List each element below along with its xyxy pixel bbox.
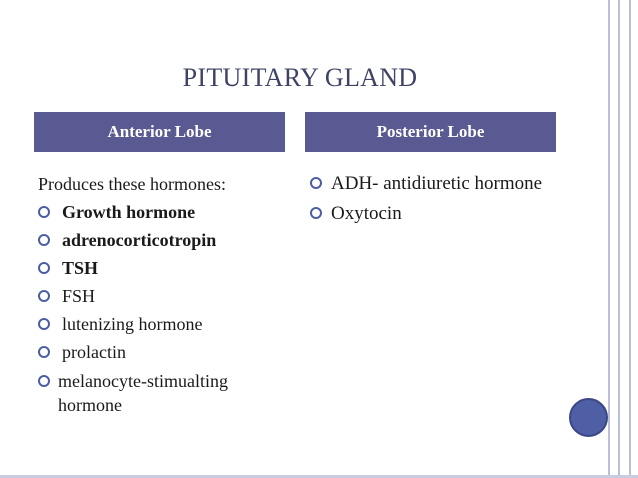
list-item [38, 282, 288, 310]
hollow-circle-bullet-icon [38, 346, 50, 358]
anterior-lobe-column [38, 170, 288, 417]
list-item-label: TSH [62, 258, 99, 278]
list-item-label: lutenizing hormone [62, 314, 203, 334]
list-item-label: melanocyte-stimualting hormone [58, 371, 228, 415]
list-item-label: prolactin [62, 342, 126, 362]
posterior-lobe-header [305, 112, 556, 152]
slide-right-frame-line-3 [629, 0, 631, 478]
hollow-circle-bullet-icon [38, 262, 50, 274]
list-item [38, 226, 288, 254]
list-item-label: adrenocorticotropin [62, 230, 217, 250]
list-item [38, 310, 288, 338]
posterior-lobe-header-label: Posterior Lobe [376, 122, 485, 141]
hollow-circle-bullet-icon [38, 318, 50, 330]
anterior-intro-text: Produces these hormones: [38, 174, 226, 194]
slide-title: PITUITARY GLAND [182, 63, 418, 92]
list-item [310, 200, 550, 227]
posterior-hormone-list [310, 170, 550, 227]
list-item-label: Growth hormone [62, 202, 196, 222]
circle-ornament-icon [569, 398, 608, 437]
list-item [38, 254, 288, 282]
list-item-label: FSH [62, 286, 96, 306]
hollow-circle-bullet-icon [38, 234, 50, 246]
hollow-circle-bullet-icon [310, 207, 322, 219]
list-item [38, 369, 288, 417]
slide-right-frame-line-2 [618, 0, 620, 478]
list-item [38, 338, 288, 366]
posterior-lobe-column [310, 170, 550, 230]
list-item-label: Oxytocin [331, 203, 402, 224]
hollow-circle-bullet-icon [38, 375, 50, 387]
list-item [310, 170, 550, 197]
slide-right-frame-line-1 [608, 0, 610, 478]
list-item-label: ADH- antidiuretic hormone [331, 173, 543, 194]
list-item [38, 198, 288, 226]
hollow-circle-bullet-icon [38, 290, 50, 302]
hollow-circle-bullet-icon [310, 177, 322, 189]
anterior-lobe-header-label: Anterior Lobe [107, 122, 212, 141]
hollow-circle-bullet-icon [38, 206, 50, 218]
anterior-lobe-header [34, 112, 285, 152]
anterior-hormone-list [38, 198, 288, 417]
